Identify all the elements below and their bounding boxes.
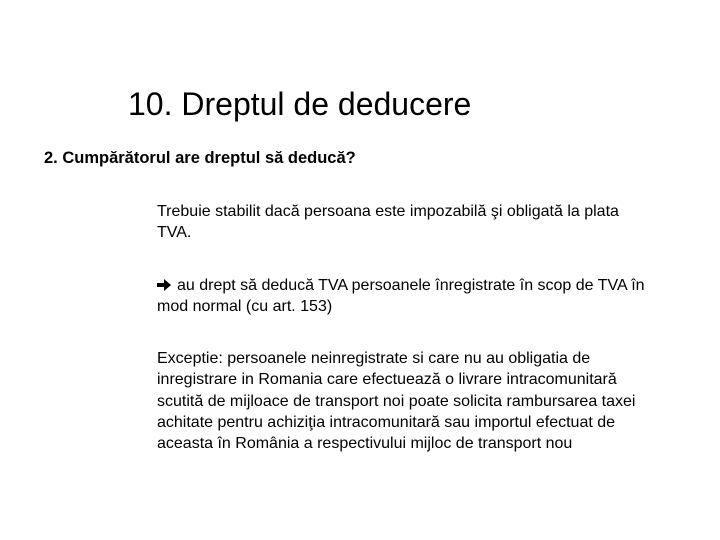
paragraph-text: au drept să deducă TVA persoanele înregistrate în scop de TVA în mod normal (cu art. 153) — [157, 277, 645, 316]
paragraph-text: Exceptie: persoanele neinregistrate si care nu au obligatia de inregistrare in Romania care efectuează o livrare intracomunitară scutită de mijloace de transport noi poate solicita rambursarea taxei achitate pentru achiziţia intracomunitară sau importul efectuat de aceasta în România a respectivului mijloc de transport nou — [157, 350, 636, 453]
slide-title: 10. Dreptul de deducere — [128, 86, 472, 122]
arrow-right-icon — [157, 279, 171, 291]
slide-subtitle: 2. Cumpărătorul are dreptul să deducă? — [44, 149, 356, 167]
paragraph-deduction-right — [157, 275, 657, 318]
paragraph-text: Trebuie stabilit dacă persoana este impozabilă şi obligată la plata TVA. — [157, 203, 619, 242]
paragraph-taxable-person — [157, 201, 657, 244]
paragraph-exception — [157, 348, 657, 454]
